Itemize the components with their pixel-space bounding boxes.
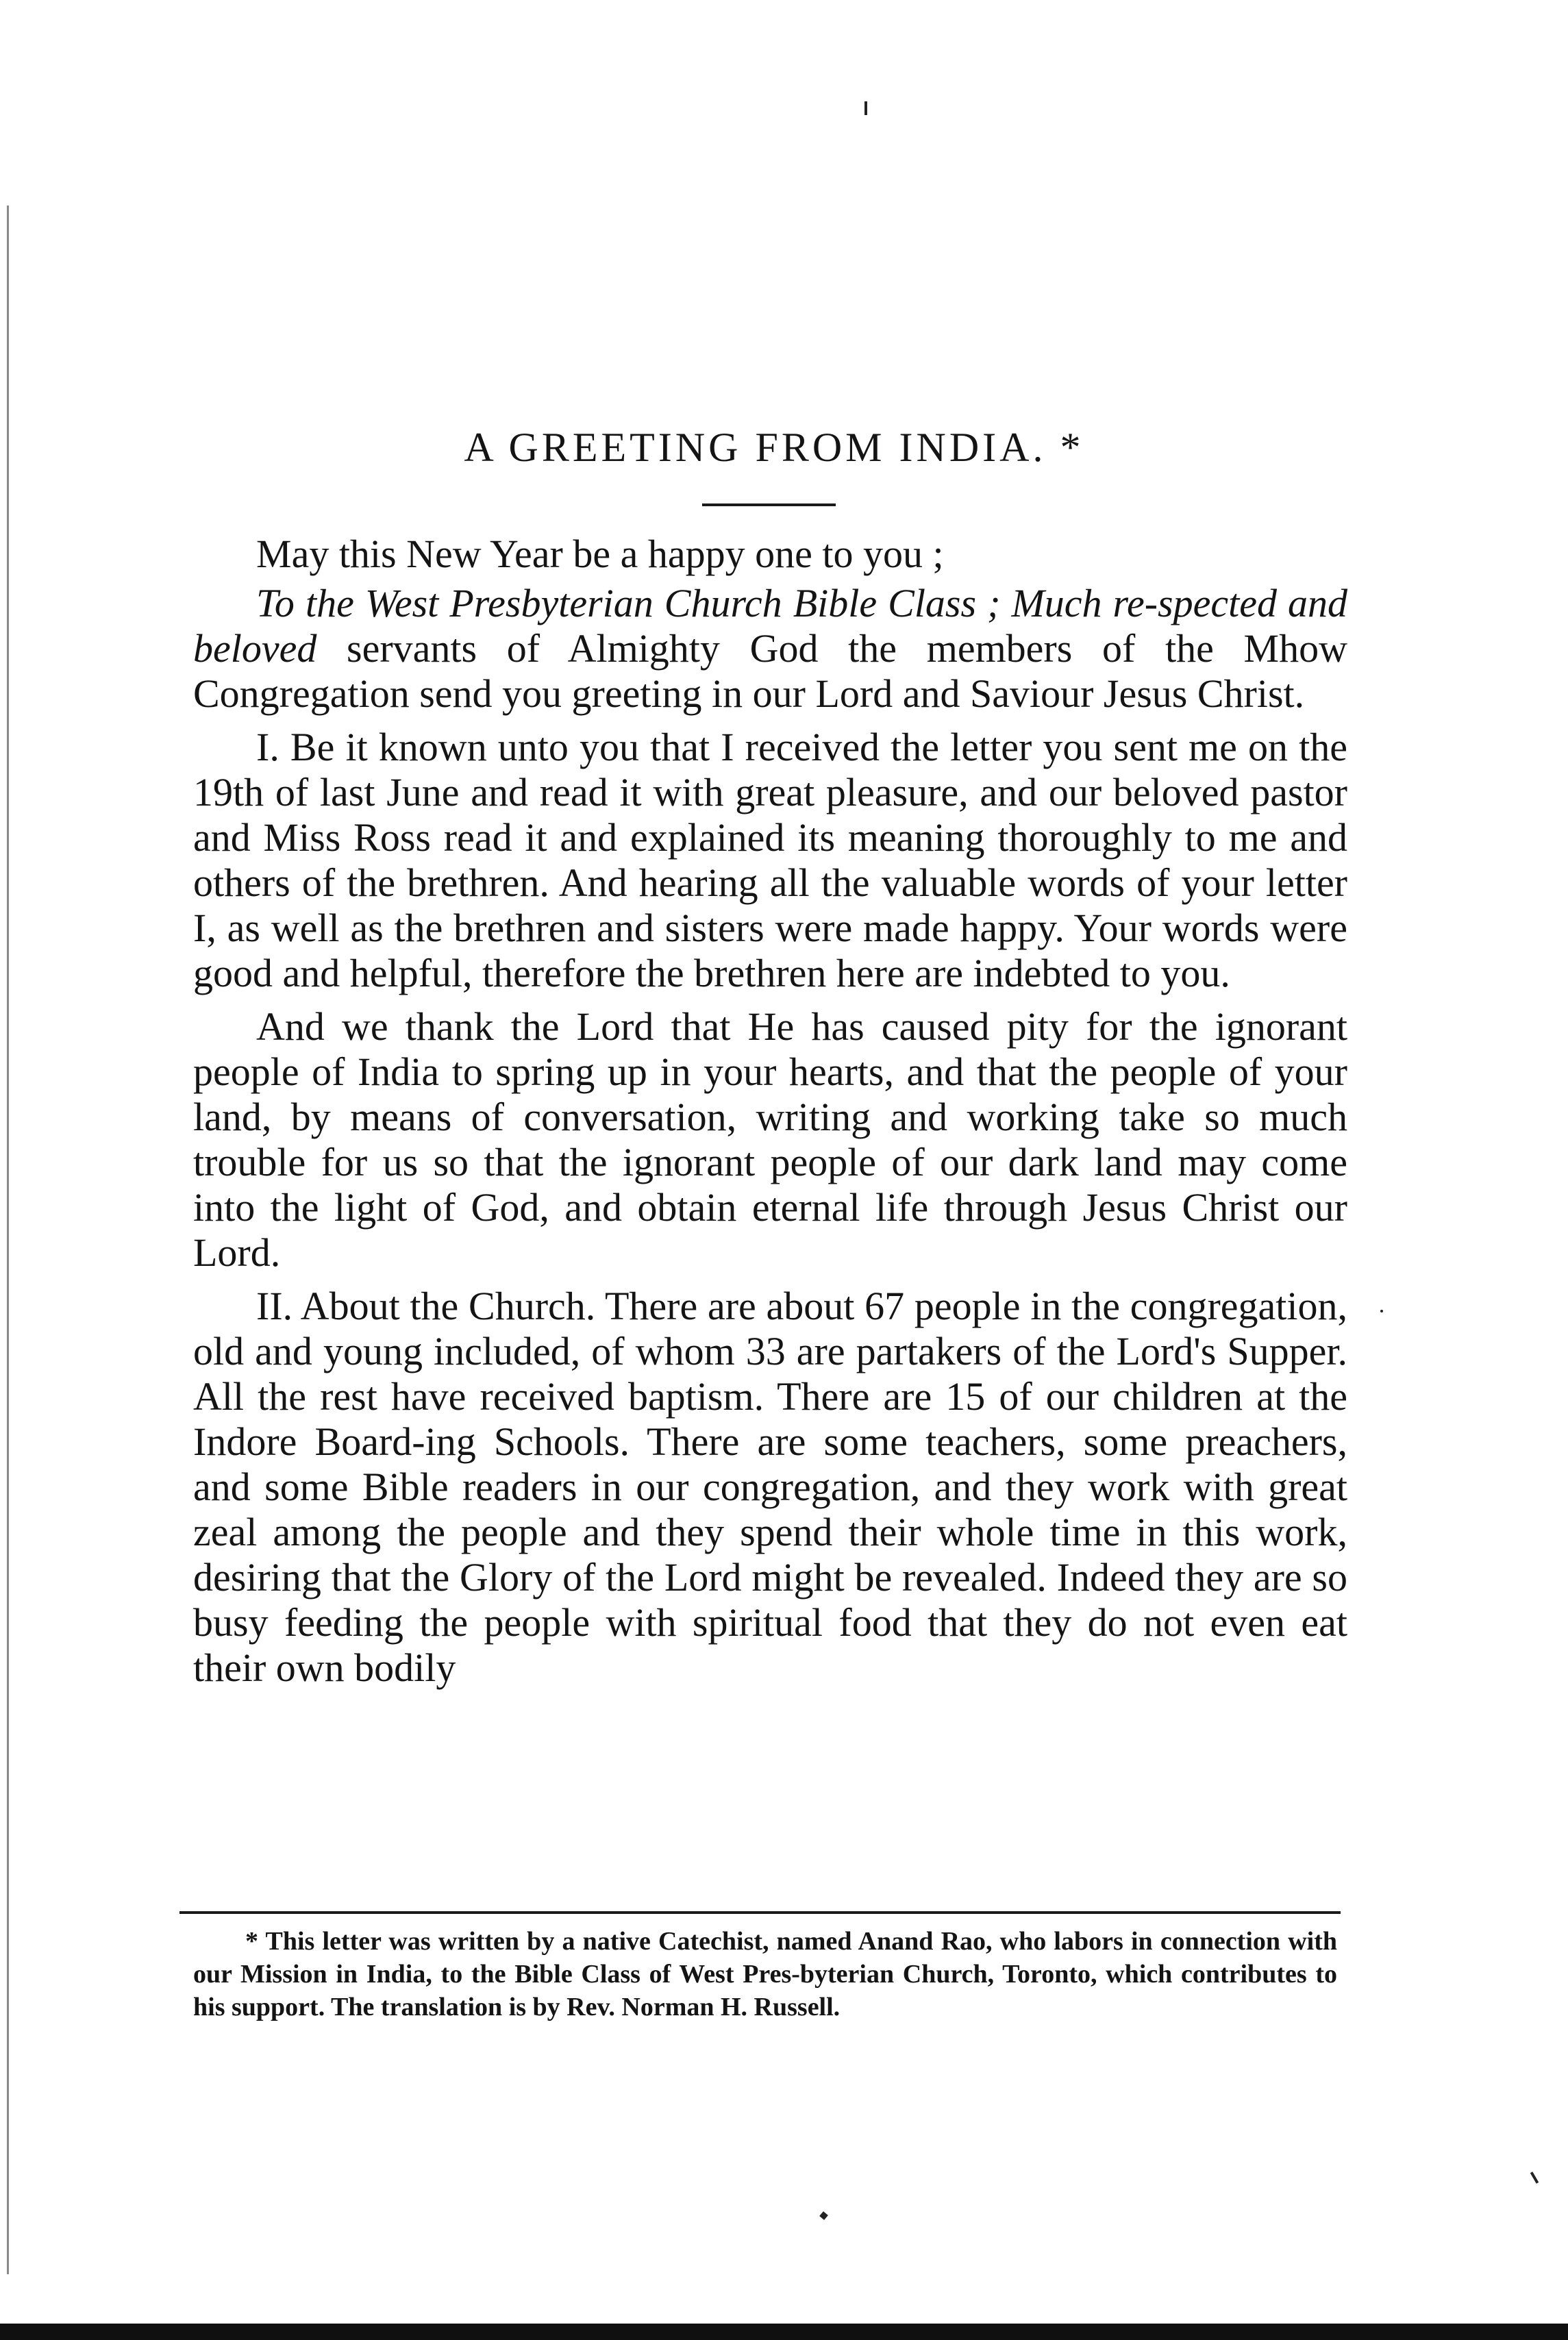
ink-mark-top (864, 101, 867, 115)
letter-body (193, 532, 1347, 1699)
scan-edge-left (7, 206, 9, 2274)
scan-edge-bottom (0, 2324, 1568, 2340)
ink-mark-bottom (819, 2211, 828, 2220)
footnote: * This letter was written by a native Catechist, named Anand Rao, who labors in connection with our Mission in India, to the Bible Class of West Pres-byterian Church, Toronto, which contributes to his support. The translation is by Rev. Norman H. Russell. (193, 1927, 1337, 2021)
paragraph-thanks: And we thank the Lord that He has caused pity for the ignorant people of India to spring up in your hearts, and that the people of your land, by means of conversation, writing and working take so much trouble for us so that the ignorant people of our dark land may come into the light of God, and obtain eternal life through Jesus Christ our Lord. (193, 1004, 1347, 1275)
footnote-divider (179, 1911, 1341, 1914)
addressee-paragraph (193, 581, 1347, 717)
page-title: A GREETING FROM INDIA. * (464, 425, 1084, 470)
ink-mark-right (1530, 2171, 1539, 2184)
salutation: May this New Year be a happy one to you ; (256, 532, 944, 576)
title-divider (702, 503, 836, 506)
paragraph-letter-received: I. Be it known unto you that I received the letter you sent me on the 19th of last June and read it with great pleasure, and our beloved pastor and Miss Ross read it and explained its meaning thoroughly to me and others of the brethren. And hearing all the valuable words of your letter I, as well as the brethren and sisters were made happy. Your words were good and helpful, therefore the brethren here are indebted to you. (193, 725, 1347, 995)
ink-dot (1380, 1310, 1383, 1312)
addressee-rest: servants of Almighty God the members of the Mhow Congregation send you greeting in our Lord and Saviour Jesus Christ. (193, 626, 1347, 716)
addressee-italic: To the West Presbyterian Church Bible Class ; Much re-spected and beloved (193, 581, 1347, 671)
paragraph-church: II. About the Church. There are about 67 people in the congregation, old and young included, of whom 33 are partakers of the Lord's Supper. All the rest have received baptism. There are 15 of our children at the Indore Board-ing Schools. There are some teachers, some preachers, and some Bible readers in our congregation, and they work with great zeal among the people and they spend their whole time in this work, desiring that the Glory of the Lord might be revealed. Indeed they are so busy feeding the people with spiritual food that they do not even eat their own bodily (193, 1284, 1347, 1690)
